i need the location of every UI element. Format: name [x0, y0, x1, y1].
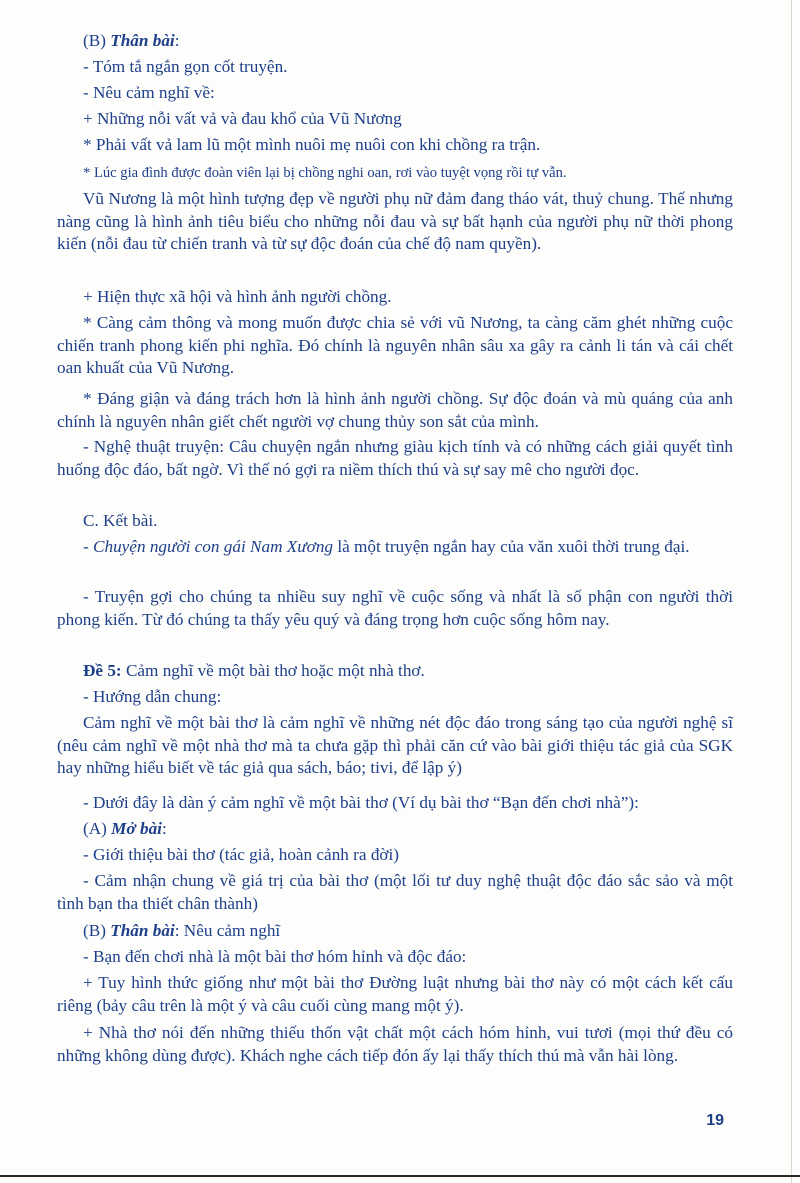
text-run: (A) — [83, 819, 112, 838]
bottom-divider — [0, 1175, 800, 1177]
paragraph-p5 — [57, 134, 733, 157]
text-run: + Hiện thực xã hội và hình ảnh người chồng. — [83, 287, 392, 306]
paragraph-p12 — [57, 510, 733, 533]
text-run: * Phải vất vả lam lũ một mình nuôi mẹ nuôi con khi chồng ra trận. — [83, 135, 541, 154]
text-run: Chuyện người con gái Nam Xương — [93, 537, 334, 556]
paragraph-p2 — [57, 56, 733, 79]
paragraph-p14 — [57, 586, 733, 631]
paragraph-p23 — [57, 946, 733, 969]
paragraph-p11 — [57, 436, 733, 481]
paragraph-p17 — [57, 712, 733, 780]
page-edge-divider — [791, 0, 792, 1183]
paragraph-p4 — [57, 108, 733, 131]
text-run: Vũ Nương là một hình tượng đẹp về người phụ nữ đảm đang tháo vát, thuỷ chung. Thế nhưng nàng cũng là hình ảnh tiêu biểu cho những nỗi đau và sự bất hạnh của người phụ nữ thời phong kiến (nỗi đau từ chiến tranh và từ sự độc đoán của chế độ nam quyền). — [57, 189, 733, 254]
text-run: Cảm nghĩ về một bài thơ hoặc một nhà thơ. — [121, 661, 425, 680]
text-run: * Đáng giận và đáng trách hơn là hình ảnh người chồng. Sự độc đoán và mù quáng của anh chính là nguyên nhân giết chết người vợ chung thủy son sắt của mình. — [57, 389, 733, 431]
paragraph-p22 — [57, 920, 733, 943]
text-run: - Tóm tắ ngắn gọn cốt truyện. — [83, 57, 288, 76]
text-run: : — [174, 31, 180, 50]
text-run: - Hướng dẫn chung: — [83, 687, 222, 706]
text-run: : — [161, 819, 167, 838]
text-run: - Dưới đây là dàn ý cảm nghĩ về một bài thơ (Ví dụ bài thơ “Bạn đến chơi nhà”): — [83, 793, 639, 812]
paragraph-p21 — [57, 870, 733, 915]
paragraph-p6 — [57, 162, 733, 185]
text-run: (B) — [83, 31, 111, 50]
paragraph-p10 — [57, 388, 733, 433]
paragraph-p25 — [57, 1022, 733, 1067]
paragraph-p8 — [57, 286, 733, 309]
text-run: - Giới thiệu bài thơ (tác giả, hoàn cảnh ra đời) — [83, 845, 400, 864]
text-run: - Truyện gợi cho chúng ta nhiều suy nghĩ về cuộc sống và nhất là số phận con người thời phong kiến. Từ đó chúng ta thấy yêu quý và đáng trọng hơn cuộc sống hôm nay. — [57, 587, 733, 629]
text-run: - Cảm nhận chung về giá trị của bài thơ (một lối tư duy nghệ thuật độc đáo sắc sảo và một tình bạn tha thiết chân thành) — [57, 871, 733, 913]
text-run: + Nhà thơ nói đến những thiếu thốn vật chất một cách hóm hỉnh, vui tươi (mọi thứ đều có những không dùng được). Khách nghe cách tiếp đón ấy lại thấy thích thú mà vẫn hài lòng. — [57, 1023, 733, 1065]
text-run: Thân bài — [110, 31, 175, 50]
text-run: Thân bài — [110, 921, 175, 940]
text-run: Cảm nghĩ về một bài thơ là cảm nghĩ về những nét độc đáo trong sáng tạo của người nghệ sĩ (nêu cảm nghĩ về một nhà thơ mà ta chưa gặp thì phải căn cứ vào bài giới thiệu tác giả của SGK hay những hiểu biết về tác giả qua sách, báo; tivi, để lập ý) — [57, 713, 733, 778]
text-run: Đề 5: — [83, 661, 122, 680]
page-number: 19 — [706, 1112, 724, 1129]
text-run: + Những nỗi vất vả và đau khổ của Vũ Nương — [83, 109, 402, 128]
paragraph-p15 — [57, 660, 733, 683]
paragraph-p3 — [57, 82, 733, 105]
text-run: + Tuy hình thức giống như một bài thơ Đường luật nhưng bài thơ này có một cách kết cấu riêng (bảy câu trên là một ý và câu cuối cùng mang một ý). — [57, 973, 733, 1015]
text-run: * Càng cảm thông và mong muốn được chia sẻ với vũ Nương, ta càng căm ghét những cuộc chiến tranh phong kiến phi nghĩa. Đó chính là nguyên nhân sâu xa gây ra cảnh li tán và cái chết oan khuất của Vũ Nương. — [57, 313, 733, 378]
text-run: Mở bài — [111, 819, 162, 838]
text-run: - Bạn đến chơi nhà là một bài thơ hóm hỉnh và độc đáo: — [83, 947, 467, 966]
text-run: - Nêu cảm nghĩ về: — [83, 83, 215, 102]
paragraph-p1 — [57, 30, 733, 53]
paragraph-p16 — [57, 686, 733, 709]
paragraph-p24 — [57, 972, 733, 1017]
text-run: : Nêu cảm nghĩ — [174, 921, 281, 940]
paragraph-p18 — [57, 792, 733, 815]
text-run: (B) — [83, 921, 111, 940]
paragraph-p13 — [57, 536, 733, 559]
text-run: là một truyện ngắn hay của văn xuôi thời trung đại. — [333, 537, 690, 556]
paragraph-p20 — [57, 844, 733, 867]
text-run: C. Kết bài. — [83, 511, 158, 530]
text-run: - — [83, 537, 94, 556]
paragraph-p9 — [57, 312, 733, 380]
text-run: - Nghệ thuật truyện: Câu chuyện ngắn nhưng giàu kịch tính và có những cách giải quyết tình huống độc đáo, bất ngờ. Vì thế nó gợi ra niềm thích thú và sự say mê cho người đọc. — [57, 437, 733, 479]
text-run: * Lúc gia đình được đoàn viên lại bị chồng nghi oan, rơi vào tuyệt vọng rồi tự vẫn. — [83, 165, 567, 181]
paragraph-p19 — [57, 818, 733, 841]
paragraph-p7 — [57, 188, 733, 256]
